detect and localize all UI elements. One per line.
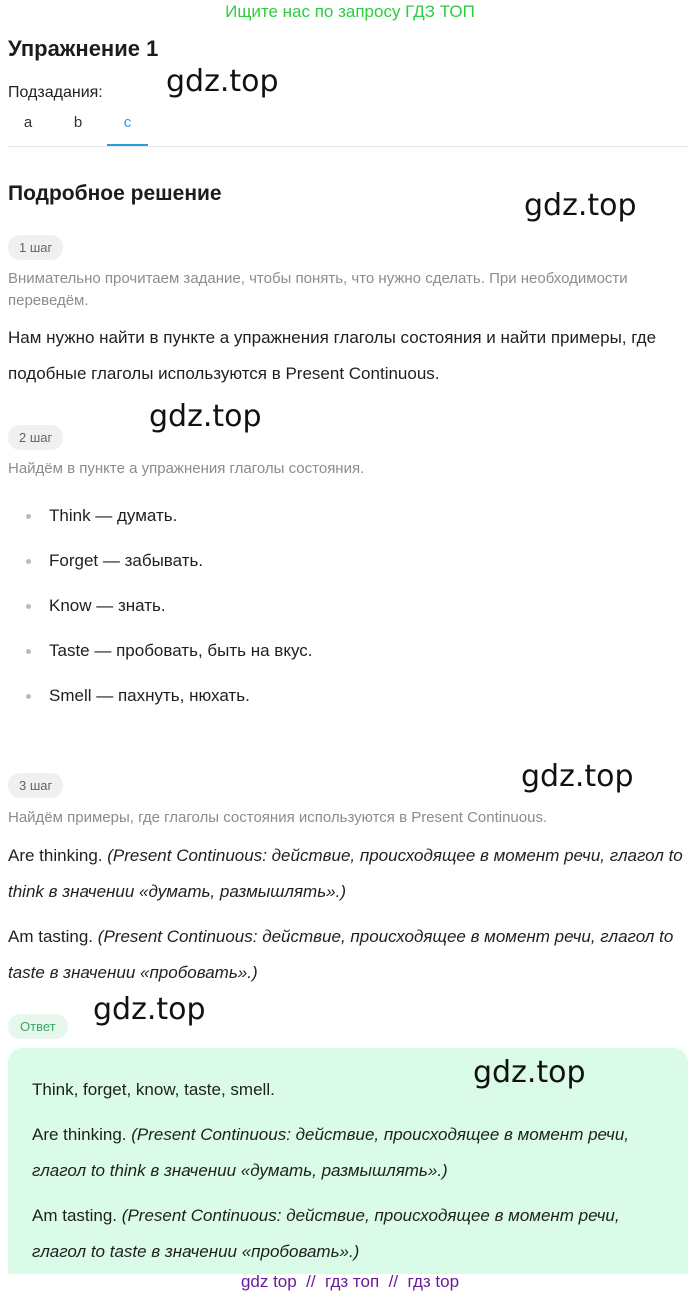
footer-links[interactable]: gdz top // гдз топ // гдз top bbox=[240, 1272, 460, 1291]
step-hint: Внимательно прочитаем задание, чтобы понять, что нужно сделать. При необходимости переведём. bbox=[8, 270, 628, 309]
subtasks-label: Подзадания: bbox=[8, 84, 103, 101]
list-item: Taste — пробовать, быть на вкус. bbox=[8, 635, 688, 680]
section-title: Подробное решение bbox=[8, 182, 222, 205]
bullet-icon bbox=[26, 694, 31, 699]
step-text: Нам нужно найти в пункте а упражнения глаголы состояния и найти примеры, где подобные глаголы используются в Present Continuous. bbox=[8, 328, 657, 383]
example-text: Are thinking. (Present Continuous: действие, происходящее в момент речи, глагол to think в значении «думать, размышлять».) bbox=[8, 846, 683, 901]
tab-a[interactable]: a bbox=[23, 114, 33, 131]
watermark: gdz.top bbox=[93, 992, 206, 1027]
subtask-tabs bbox=[8, 114, 688, 147]
step-badge: 2 шаг bbox=[8, 425, 63, 450]
list-item: Smell — пахнуть, нюхать. bbox=[8, 680, 688, 725]
example-text: Am tasting. (Present Continuous: действие, происходящее в момент речи, глагол to taste в значении «пробовать».) bbox=[8, 927, 674, 982]
answer-example: Am tasting. (Present Continuous: действие, происходящее в момент речи, глагол to taste в значении «пробовать».) bbox=[32, 1206, 620, 1261]
bullet-icon bbox=[26, 604, 31, 609]
step-hint: Найдём примеры, где глаголы состояния используются в Present Continuous. bbox=[8, 809, 548, 826]
answer-summary: Think, forget, know, taste, smell. bbox=[32, 1080, 275, 1099]
step-badge: 1 шаг bbox=[8, 235, 63, 260]
watermark: gdz.top bbox=[473, 1055, 586, 1090]
watermark: gdz.top bbox=[149, 399, 262, 434]
bullet-icon bbox=[26, 559, 31, 564]
tab-c[interactable]: c bbox=[107, 114, 148, 146]
answer-example: Are thinking. (Present Continuous: действие, происходящее в момент речи, глагол to think в значении «думать, размышлять».) bbox=[32, 1125, 630, 1180]
watermark: gdz.top bbox=[524, 188, 637, 223]
watermark: gdz.top bbox=[521, 759, 634, 794]
promo-banner: Ищите нас по запросу ГДЗ ТОП bbox=[225, 2, 475, 21]
answer-badge: Ответ bbox=[8, 1014, 68, 1039]
tab-b[interactable]: b bbox=[73, 114, 83, 131]
watermark: gdz.top bbox=[166, 64, 279, 99]
bullet-icon bbox=[26, 514, 31, 519]
list-item: Think — думать. bbox=[8, 500, 688, 545]
step-badge: 3 шаг bbox=[8, 773, 63, 798]
bullet-icon bbox=[26, 649, 31, 654]
state-verbs-list bbox=[8, 500, 688, 725]
exercise-title: Упражнение 1 bbox=[8, 36, 159, 61]
list-item: Forget — забывать. bbox=[8, 545, 688, 590]
step-hint: Найдём в пункте а упражнения глаголы состояния. bbox=[8, 460, 365, 477]
list-item: Know — знать. bbox=[8, 590, 688, 635]
